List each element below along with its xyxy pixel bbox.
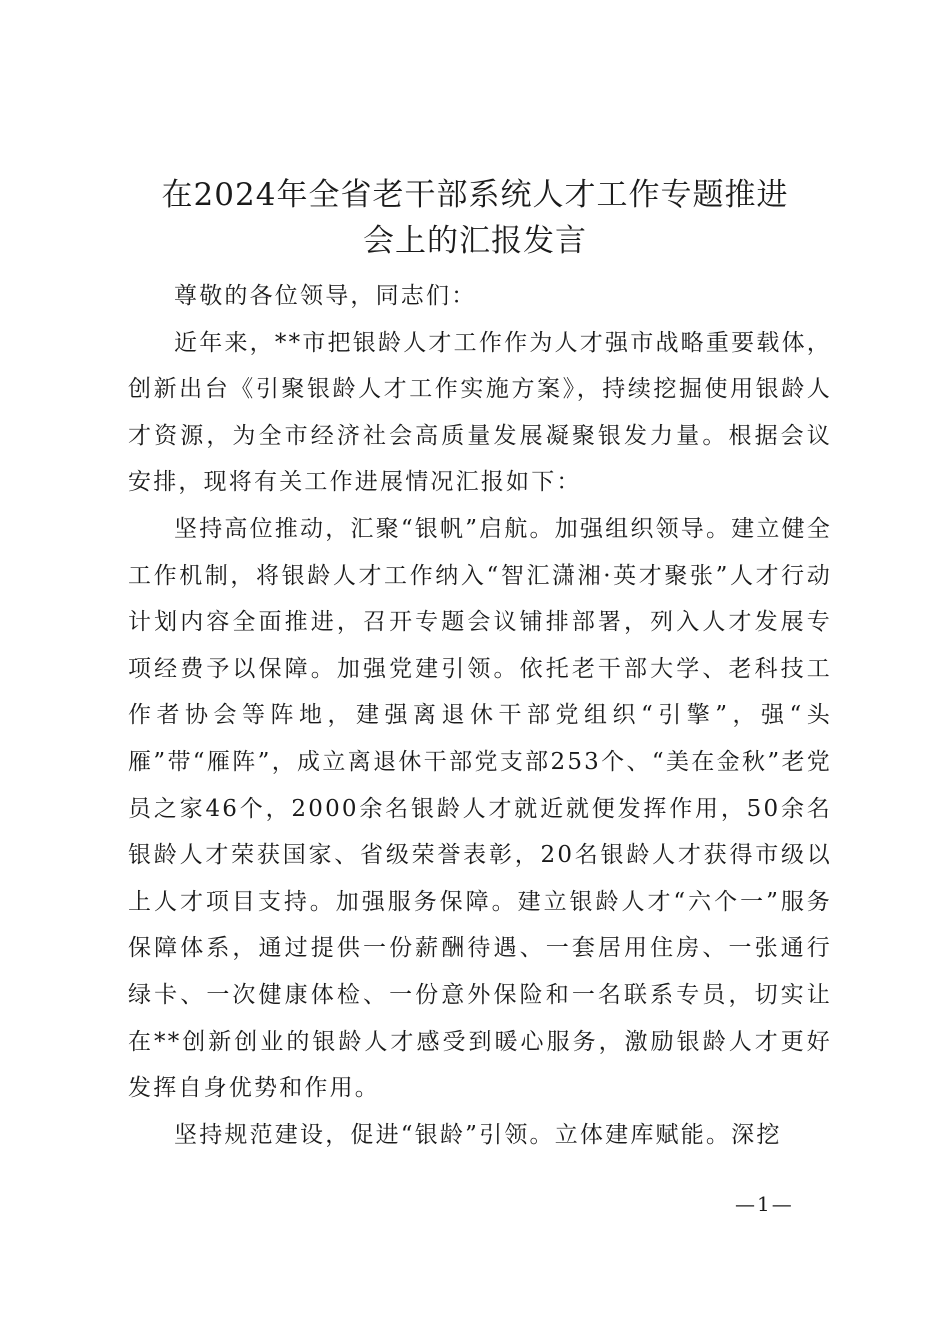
document-title (120, 172, 830, 264)
paragraph-standardized-construction: 坚持规范建设，促进“银龄”引领。立体建库赋能。深挖 (174, 1121, 782, 1148)
document-body (128, 273, 832, 1158)
title-line-2: 会上的汇报发言 (363, 223, 587, 259)
salutation: 尊敬的各位领导，同志们： (174, 283, 477, 309)
paragraph-high-level-promotion: 坚持高位推动，汇聚“银帆”启航。加强组织领导。建立健全工作机制，将银龄人才工作纳入“智汇潇湘·英才聚张”人才行动计划内容全面推进，召开专题会议铺排部署，列入人才发展专项经费予以保障。加强党建引领。依托老干部大学、老科技工作者协会等阵地，建强离退休干部党组织“引擎”，强“头雁”带“雁阵”，成立离退休干部党支部253个、“美在金秋”老党员之家46个，2000余名银龄人才就近就便发挥作用，50余名银龄人才荣获国家、省级荣誉表彰，20名银龄人才获得市级以上人才项目支持。加强服务保障。建立银龄人才“六个一”服务保障体系，通过提供一份薪酬待遇、一套居用住房、一张通行绿卡、一次健康体检、一份意外保险和一名联系专员，切实让在**创新创业的银龄人才感受到暖心服务，激励银龄人才更好发挥自身优势和作用。 (128, 515, 832, 1102)
page-number: —1— (735, 1192, 794, 1216)
title-line-1: 在2024年全省老干部系统人才工作专题推进 (161, 177, 789, 213)
paragraph-intro: 近年来，**市把银龄人才工作作为人才强市战略重要载体，创新出台《引聚银龄人才工作实施方案》，持续挖掘使用银龄人才资源，为全市经济社会高质量发展凝聚银发力量。根据会议安排，现将有关工作进展情况汇报如下： (128, 329, 832, 496)
